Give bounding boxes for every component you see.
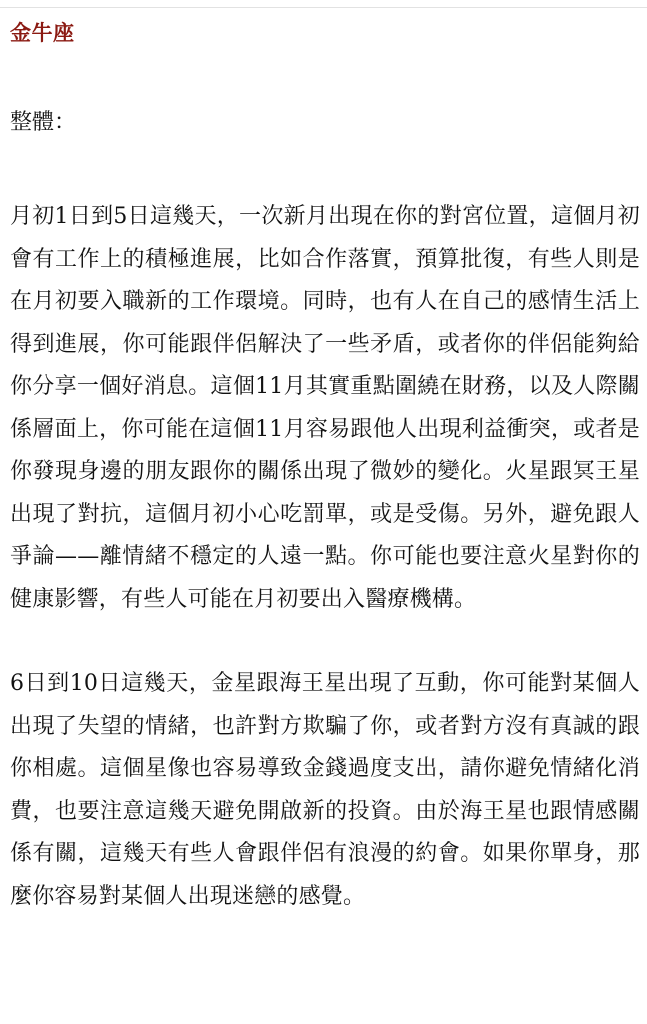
- top-divider: [0, 7, 647, 8]
- article-title: 金牛座: [10, 21, 75, 45]
- section-label-overall: 整體：: [10, 110, 77, 135]
- article-paragraph-days-6-10: 6日到10日這幾天，金星跟海王星出現了互動，你可能對某個人出現了失望的情緒，也許對方欺騙了你，或者對方沒有真誠的跟你相處。這個星像也容易導致金錢過度支出，請你避免情緒化消費，也要注意這幾天避免開啟新的投資。由於海王星也跟情感關係有關，這幾天有些人會跟伴侶有浪漫的約會。如果你單身，那麼你容易對某個人出現迷戀的感覺。: [10, 671, 640, 909]
- horoscope-article: [10, 16, 640, 918]
- article-paragraph-early-month: 月初1日到5日這幾天，一次新月出現在你的對宮位置，這個月初會有工作上的積極進展，比如合作落實，預算批復，有些人則是在月初要入職新的工作環境。同時，也有人在自己的感情生活上得到進展，你可能跟伴侶解決了一些矛盾，或者你的伴侶能夠給你分享一個好消息。這個11月其實重點圍繞在財務，以及人際關係層面上，你可能在這個11月容易跟他人出現利益衝突，或者是你發現身邊的朋友跟你的關係出現了微妙的變化。火星跟冥王星出現了對抗，這個月初小心吃罰單，或是受傷。另外，避免跟人爭論——離情緒不穩定的人遠一點。你可能也要注意火星對你的健康影響，有些人可能在月初要出入醫療機構。: [10, 204, 640, 612]
